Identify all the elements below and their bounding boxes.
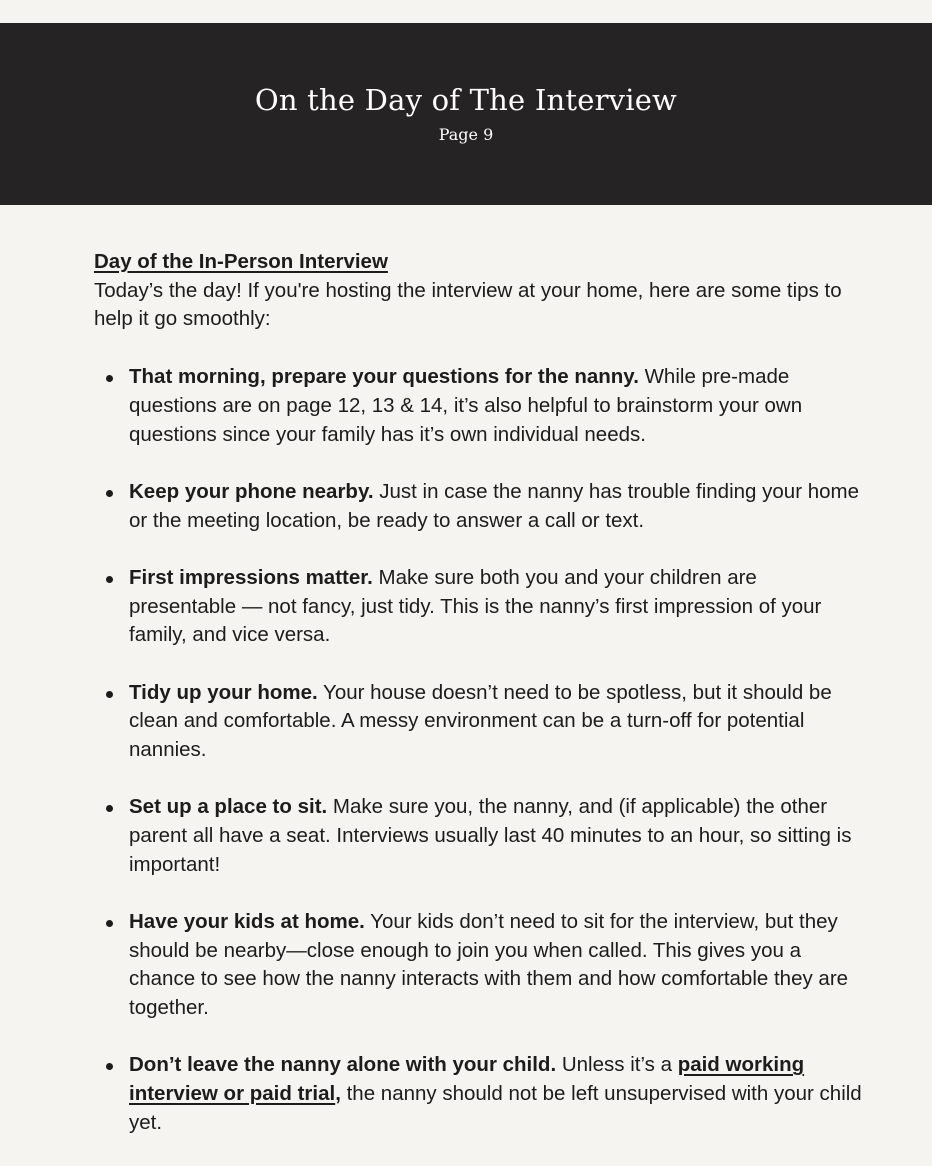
bullet-icon bbox=[106, 920, 113, 927]
page-title: On the Day of The Interview bbox=[254, 83, 678, 117]
tip-title: Have your kids at home. bbox=[129, 909, 365, 933]
tip-item-place-to-sit bbox=[94, 793, 864, 879]
page-number: Page 9 bbox=[438, 125, 494, 144]
bullet-icon bbox=[106, 691, 113, 698]
tip-text: Your house doesn’t need to be spotless, but it should be clean and comfortable. A messy environment can be a turn-off for potential nannies. bbox=[129, 680, 832, 761]
bullet-icon bbox=[106, 805, 113, 812]
page-content bbox=[94, 248, 864, 1137]
paid-trial-link[interactable]: paid working interview or paid trial bbox=[129, 1053, 805, 1106]
tip-text: Just in case the nanny has trouble finding your home or the meeting location, be ready to answer a call or text. bbox=[129, 479, 859, 532]
tip-text: Unless it’s a bbox=[556, 1053, 678, 1077]
tip-text: While pre-made questions are on page 12, 13 & 14, it’s also helpful to brainstorm your own questions since your family has it’s own individual needs. bbox=[129, 365, 803, 446]
tip-item-first-impressions bbox=[94, 564, 864, 650]
tip-text: Your kids don’t need to sit for the interview, but they should be nearby—close enough to join you when called. This gives you a chance to see how the nanny interacts with them and how comfortable they are together. bbox=[129, 909, 849, 1020]
tips-list bbox=[94, 363, 864, 1137]
bullet-icon bbox=[106, 490, 113, 497]
tip-item-phone-nearby bbox=[94, 478, 864, 535]
tip-text: the nanny should not be left unsupervised with your child yet. bbox=[129, 1082, 862, 1134]
section-intro: Today’s the day! If you're hosting the interview at your home, here are some tips to help it go smoothly: bbox=[94, 278, 842, 331]
bullet-icon bbox=[106, 576, 113, 583]
tip-item-kids-at-home bbox=[94, 908, 864, 1023]
tip-item-not-alone bbox=[94, 1051, 864, 1137]
top-margin bbox=[0, 0, 932, 23]
link-suffix: , bbox=[335, 1082, 341, 1106]
bullet-icon bbox=[106, 1063, 113, 1070]
tip-title: First impressions matter. bbox=[129, 565, 373, 589]
tip-text: Make sure you, the nanny, and (if applicable) the other parent all have a seat. Interviews usually last 40 minutes to an hour, so sitting is important! bbox=[129, 795, 852, 876]
bullet-icon bbox=[106, 375, 113, 382]
tip-title: That morning, prepare your questions for the nanny. bbox=[129, 365, 639, 389]
tip-item-tidy-home bbox=[94, 679, 864, 765]
tip-item-prepare-questions bbox=[94, 363, 864, 449]
tip-title: Keep your phone nearby. bbox=[129, 479, 374, 503]
tip-title: Tidy up your home. bbox=[129, 680, 318, 704]
tip-title: Don’t leave the nanny alone with your child. bbox=[129, 1053, 557, 1077]
tip-title: Set up a place to sit. bbox=[129, 795, 328, 819]
tip-text: Make sure both you and your children are presentable — not fancy, just tidy. This is the nanny’s first impression of your family, and vice versa. bbox=[129, 565, 822, 647]
section-heading: Day of the In-Person Interview bbox=[94, 250, 388, 273]
page-header-banner bbox=[0, 23, 932, 205]
